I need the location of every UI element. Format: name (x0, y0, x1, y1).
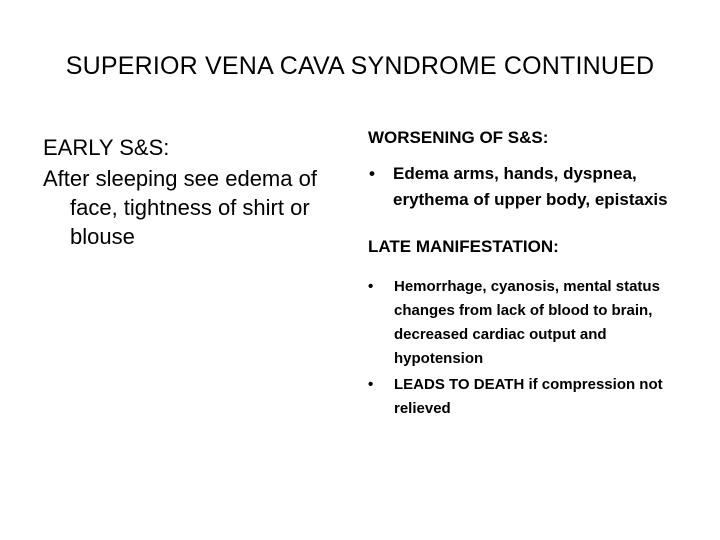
slide-title: SUPERIOR VENA CAVA SYNDROME CONTINUED (65, 52, 655, 80)
late-manifestation-heading: LATE MANIFESTATION: (368, 237, 559, 256)
late-bullet (368, 373, 688, 421)
left-column (43, 133, 343, 251)
bullet-icon: • (368, 278, 374, 295)
late-bullet-text: LEADS TO DEATH if compression not relieved (394, 376, 663, 417)
right-column (368, 126, 688, 423)
worsening-bullet (368, 161, 688, 213)
late-bullet (368, 275, 688, 371)
worsening-heading: WORSENING OF S&S: (368, 128, 549, 147)
bullet-icon: • (369, 164, 375, 183)
late-bullet-text: Hemorrhage, cyanosis, mental status changes from lack of blood to brain, decreased cardiac output and hypotension (394, 278, 660, 367)
early-signs-text: After sleeping see edema of face, tightness of shirt or blouse (43, 166, 317, 249)
worsening-bullet-text: Edema arms, hands, dyspnea, erythema of upper body, epistaxis (393, 164, 668, 209)
bullet-icon: • (368, 376, 374, 393)
early-signs-heading: EARLY S&S: (43, 135, 170, 160)
